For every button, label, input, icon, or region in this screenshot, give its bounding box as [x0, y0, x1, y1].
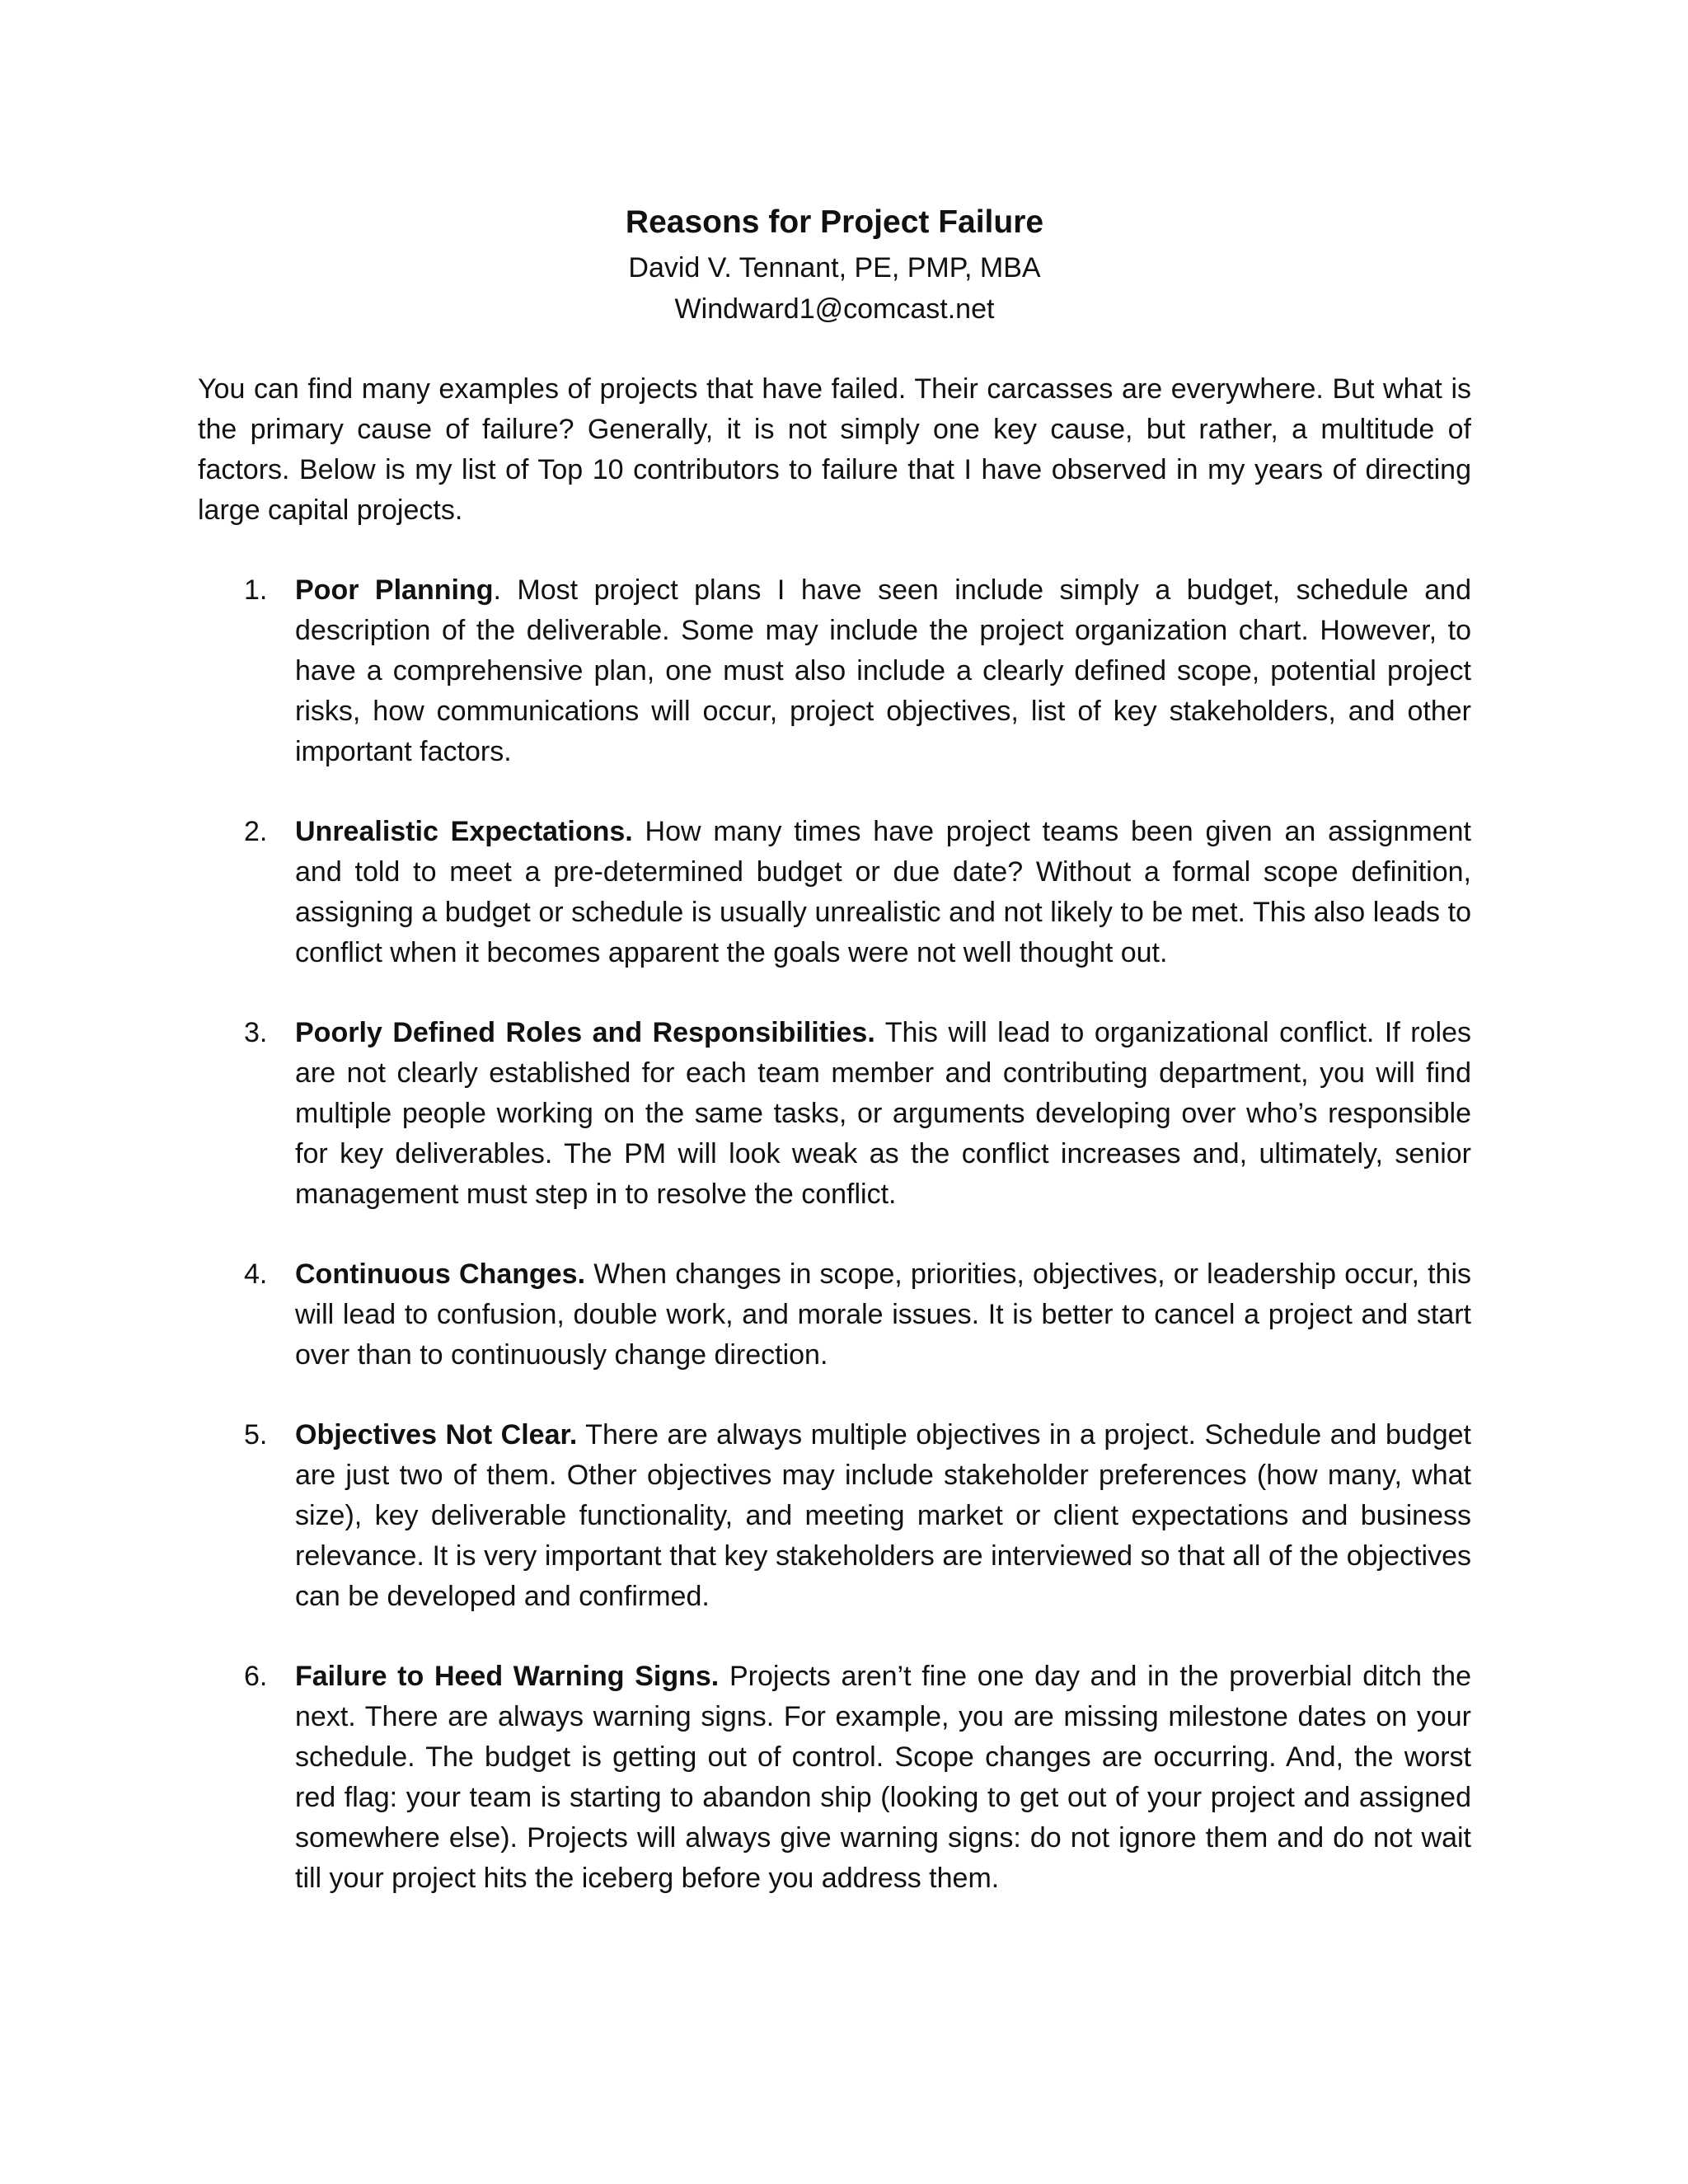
list-item	[198, 1013, 1471, 1215]
list-item-text: There are always multiple objectives in a project. Schedule and budget are just two of them. Other objectives may include stakeholder preferences (how many, what size), key deliverable functionality, and meeting market or client expectations and business relevance. It is very important that key stakeholders are interviewed so that all of the objectives can be developed and confirmed.	[295, 1419, 1471, 1612]
list-item-label: Poor Planning	[295, 574, 494, 606]
list-item-label: Poorly Defined Roles and Responsibilities.	[295, 1017, 875, 1048]
list-item	[198, 812, 1471, 973]
list-item	[198, 1657, 1471, 1899]
list-item	[198, 570, 1471, 772]
list-item-label: Objectives Not Clear.	[295, 1419, 578, 1451]
list-item-number: 5.	[244, 1419, 268, 1451]
document-author: David V. Tennant, PE, PMP, MBA	[628, 252, 1041, 284]
list-item-text: When changes in scope, priorities, objectives, or leadership occur, this will lead to confusion, double work, and morale issues. It is better to cancel a project and start over than to continuously change direction.	[295, 1258, 1471, 1371]
list-item	[198, 1415, 1471, 1617]
document-page	[198, 198, 1471, 1938]
list-item-number: 3.	[244, 1017, 268, 1048]
list-item	[198, 1254, 1471, 1376]
list-item-label: Unrealistic Expectations.	[295, 816, 633, 847]
list-item-number: 6.	[244, 1661, 268, 1692]
list-item-label: Continuous Changes.	[295, 1258, 586, 1290]
list-item-number: 4.	[244, 1258, 268, 1290]
list-item-text: This will lead to organizational conflict. If roles are not clearly established for each team member and contributing department, you will find multiple people working on the same tasks, or arguments developing over who’s responsible for key deliverables. The PM will look weak as the conflict increases and, ultimately, senior management must step in to resolve the conflict.	[295, 1017, 1471, 1210]
list-item-number: 2.	[244, 816, 268, 847]
document-header	[198, 198, 1471, 330]
list-item-label: Failure to Heed Warning Signs.	[295, 1661, 720, 1692]
list-item-text: . Most project plans I have seen include simply a budget, schedule and description of the deliverable. Some may include the project organization chart. However, to have a comprehensive plan, one must also include a clearly defined scope, potential project risks, how communications will occur, project objectives, list of key stakeholders, and other important factors.	[295, 574, 1471, 767]
document-title: Reasons for Project Failure	[625, 204, 1044, 240]
intro-paragraph: You can find many examples of projects that have failed. Their carcasses are everywhere. But what is the primary cause of failure? Generally, it is not simply one key cause, but rather, a multitude of factors. Below is my list of Top 10 contributors to failure that I have observed in my years of directing large capital projects.	[198, 373, 1471, 526]
list-item-number: 1.	[244, 574, 268, 606]
list-item-text: Projects aren’t fine one day and in the proverbial ditch the next. There are always warning signs. For example, you are missing milestone dates on your schedule. The budget is getting out of control. Scope changes are occurring. And, the worst red flag: your team is starting to abandon ship (looking to get out of your project and assigned somewhere else). Projects will always give warning signs: do not ignore them and do not wait till your project hits the iceberg before you address them.	[295, 1661, 1472, 1894]
list-item-text: How many times have project teams been given an assignment and told to meet a pre-determined budget or due date? Without a formal scope definition, assigning a budget or schedule is usually unrealistic and not likely to be met. This also leads to conflict when it becomes apparent the goals were not well thought out.	[295, 816, 1471, 968]
author-email: Windward1@comcast.net	[674, 293, 995, 325]
failure-reasons-list	[198, 570, 1471, 1899]
